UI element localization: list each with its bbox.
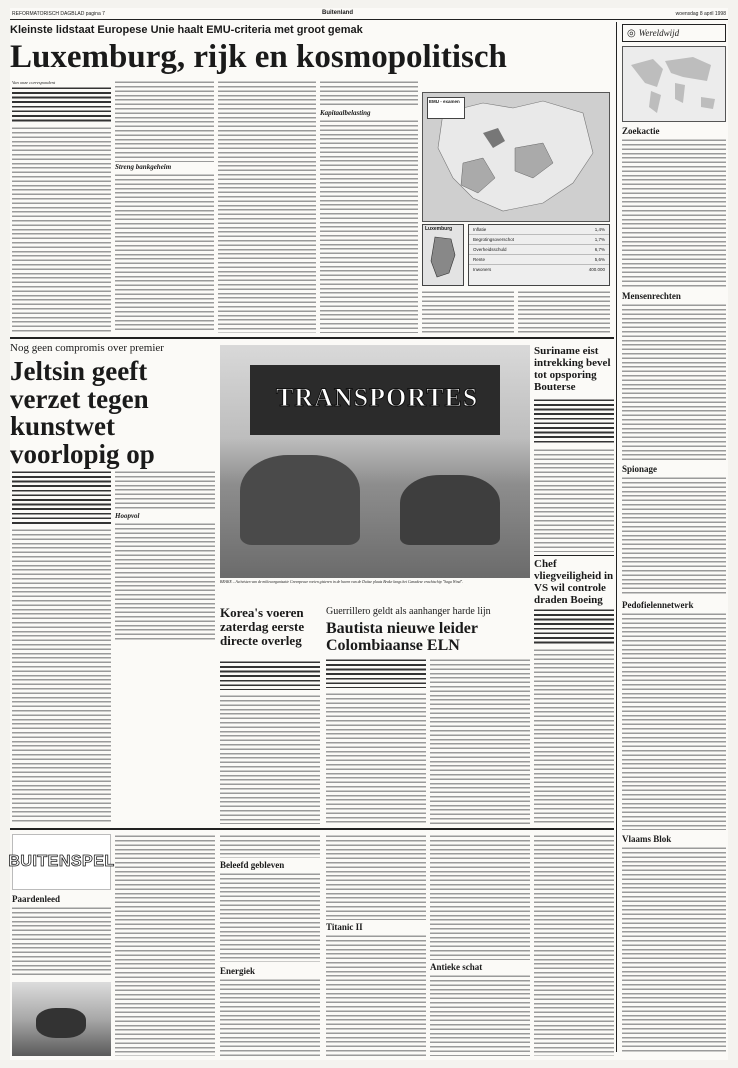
jeltsin-col-1 bbox=[12, 528, 111, 823]
bautista-kicker: Guerrillero geldt als aanhanger harde lijn bbox=[326, 606, 491, 617]
boeing-lead bbox=[534, 608, 614, 644]
bottom-text-6 bbox=[534, 834, 614, 1056]
suriname-col bbox=[534, 448, 614, 552]
page-date: woensdag 8 april 1998 bbox=[675, 11, 726, 17]
main-byline: Van onze correspondent bbox=[12, 80, 56, 85]
paper-name: REFORMATORISCH DAGBLAD pagina 7 bbox=[12, 11, 105, 17]
bautista-lead bbox=[326, 658, 426, 688]
stat-row: Inflatie 1,4% bbox=[469, 225, 609, 235]
sidebar-text-5 bbox=[622, 846, 726, 1052]
sidebar-title-4: Pedofielennetwerk bbox=[622, 600, 694, 610]
jeltsin-lead bbox=[12, 470, 111, 524]
main-col-5 bbox=[422, 290, 514, 333]
stat-row: Rente 5,6% bbox=[469, 255, 609, 265]
main-lead bbox=[12, 86, 111, 124]
bottom-title-3: Energiek bbox=[220, 966, 255, 976]
boat-right bbox=[400, 475, 500, 545]
photo-caption: BRAKE – Activisten van de milieuorganisatie Greenpeace roeien gisteren in de haven van de Duitse plaats Brake langs het Canadese vrachtschip "Saga Wind". bbox=[220, 580, 464, 584]
subhead-1: Streng bankgeheim bbox=[115, 163, 172, 171]
jeltsin-col-2a bbox=[115, 470, 215, 510]
bautista-headline: Bautista nieuwe leider Colombiaanse ELN bbox=[326, 620, 478, 654]
bottom-text-4 bbox=[326, 934, 426, 1056]
stat-row: Inwoners 400.000 bbox=[473, 267, 605, 272]
korea-col bbox=[220, 694, 320, 824]
horse-shape bbox=[36, 1008, 86, 1038]
main-col-2b bbox=[115, 173, 214, 333]
suriname-lead bbox=[534, 398, 614, 444]
boeing-headline: Chef vliegveiligheid in VS wil controle draden Boeing bbox=[534, 558, 614, 606]
sidebar-text-3 bbox=[622, 476, 726, 596]
bautista-col-1 bbox=[326, 692, 426, 824]
bottom-text-1 bbox=[12, 906, 111, 978]
suriname-headline: Suriname eist intrekking bevel tot opsporing Bouterse bbox=[534, 345, 611, 393]
stat-row: Begrotingsoverschot 1,7% bbox=[469, 235, 609, 245]
sidebar-title-1: Zoekactie bbox=[622, 126, 660, 136]
greenpeace-photo bbox=[220, 345, 530, 578]
bottom-title-5: Antieke schat bbox=[430, 962, 483, 972]
bottom-title-4: Titanic II bbox=[326, 922, 363, 932]
main-kicker: Kleinste lidstaat Europese Unie haalt EMU-criteria met groot gemak bbox=[10, 24, 363, 36]
jeltsin-col-2b bbox=[115, 522, 215, 642]
bottom-text-1b bbox=[115, 834, 215, 1056]
bottom-title-1: Paardenleed bbox=[12, 894, 60, 904]
sidebar-text-1 bbox=[622, 138, 726, 288]
sidebar-text-2 bbox=[622, 303, 726, 461]
section-rule-3 bbox=[10, 828, 614, 830]
emu-stats-table bbox=[468, 224, 610, 286]
globe-icon: ◎ bbox=[627, 27, 636, 39]
korea-lead bbox=[220, 660, 320, 690]
horse-photo bbox=[12, 982, 111, 1056]
bottom-title-2: Beleefd gebleven bbox=[220, 860, 285, 870]
bottom-text-2 bbox=[220, 872, 320, 962]
main-col-4a bbox=[320, 80, 418, 108]
sidebar-text-4 bbox=[622, 612, 726, 830]
main-col-2a bbox=[115, 80, 214, 162]
sidebar-divider bbox=[616, 22, 617, 1052]
buitenspel-logo: BUITENSPEL bbox=[12, 834, 111, 890]
inset-shape bbox=[423, 233, 463, 281]
boeing-col bbox=[534, 648, 614, 824]
ship-lettering: TRANSPORTES bbox=[276, 383, 479, 412]
main-col-1 bbox=[12, 126, 111, 333]
page-header bbox=[10, 8, 728, 20]
main-col-6 bbox=[518, 290, 610, 333]
section-rule-1 bbox=[10, 337, 614, 339]
sidebar-title-2: Mensenrechten bbox=[622, 291, 681, 301]
wereldwijd-logo: ◎ Wereldwijd bbox=[622, 24, 726, 42]
bottom-text-5a bbox=[430, 834, 530, 960]
world-map-graphic bbox=[623, 47, 725, 121]
boat-left bbox=[240, 455, 360, 545]
europe-map bbox=[422, 92, 610, 222]
korea-headline: Korea's voeren zaterdag eerste directe overleg bbox=[220, 605, 305, 648]
main-col-3 bbox=[218, 80, 316, 333]
bottom-text-4a bbox=[326, 834, 426, 920]
main-col-4b bbox=[320, 119, 418, 333]
jeltsin-headline: Jeltsin geeft verzet tegen kunstwet voorlopig op bbox=[10, 356, 155, 469]
world-map bbox=[622, 46, 726, 122]
newspaper-page bbox=[10, 8, 728, 1060]
sidebar-title-3: Spionage bbox=[622, 464, 658, 474]
jeltsin-subhead: Hoopvol bbox=[115, 512, 140, 520]
bautista-col-2 bbox=[430, 658, 530, 824]
main-headline: Luxemburg, rijk en kosmopolitisch bbox=[10, 39, 507, 75]
stat-row: Overheidsschuld 6,7% bbox=[469, 245, 609, 255]
section-rule-2 bbox=[534, 555, 614, 556]
subhead-2: Kapitaalbelasting bbox=[320, 109, 371, 117]
bottom-text-2a bbox=[220, 834, 320, 858]
bottom-text-5 bbox=[430, 974, 530, 1056]
bottom-text-3 bbox=[220, 978, 320, 1056]
inset-label: Luxemburg bbox=[425, 226, 453, 232]
luxemburg-inset bbox=[422, 224, 464, 286]
map-legend: EMU - examen bbox=[427, 97, 465, 119]
sidebar-title-5: Vlaams Blok bbox=[622, 834, 672, 844]
section-name: Buitenland bbox=[322, 10, 353, 16]
jeltsin-kicker: Nog geen compromis over premier bbox=[10, 342, 164, 354]
